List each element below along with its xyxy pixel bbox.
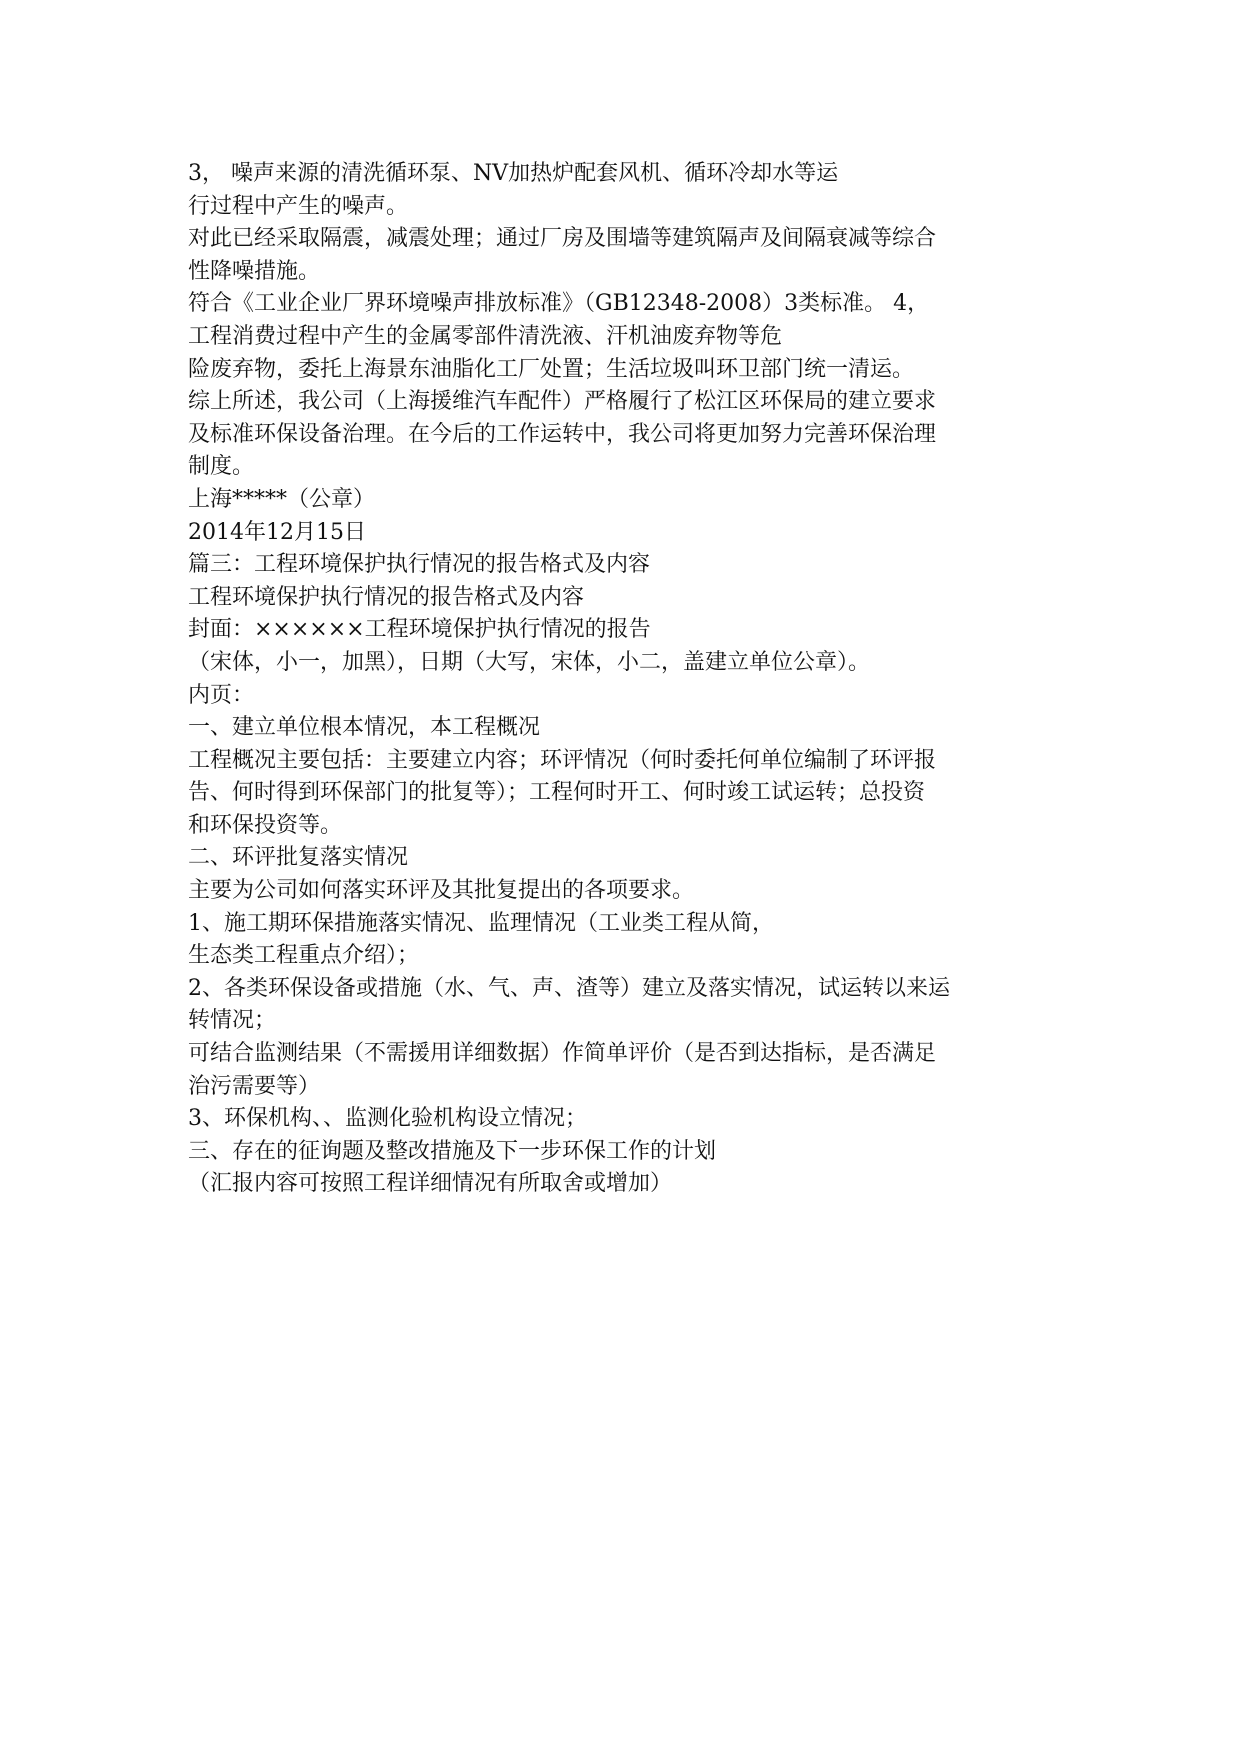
document-line: 生态类工程重点介绍）；: [188, 943, 420, 969]
document-line: 工程概况主要包括：主要建立内容；环评情况（何时委托何单位编制了环评报: [188, 747, 937, 773]
document-body: [188, 158, 1088, 1201]
document-line: （汇报内容可按照工程详细情况有所取舍或增加）: [188, 1171, 673, 1197]
document-line: 封面：××××××工程环境保护执行情况的报告: [188, 617, 651, 643]
document-line: 治污需要等）: [188, 1073, 321, 1099]
document-line: 2、各类环保设备或措施（水、气、声、渣等）建立及落实情况，试运转以来运: [188, 975, 950, 1001]
document-line: 一、建立单位根本情况，本工程概况: [188, 715, 541, 741]
document-line: 转情况；: [188, 1008, 277, 1034]
document-line: 内页：: [188, 682, 255, 708]
document-line: 综上所述，我公司（上海援维汽车配件）严格履行了松江区环保局的建立要求: [188, 389, 937, 415]
document-line: 对此已经采取隔震，减震处理；通过厂房及围墙等建筑隔声及间隔衰减等综合: [188, 226, 937, 252]
document-line: 险废弃物，委托上海景东油脂化工厂处置；生活垃圾叫环卫部门统一清运。: [188, 356, 915, 382]
document-line: 制度。: [188, 454, 255, 480]
document-line: 3， 噪声来源的清洗循环泵、NV加热炉配套风机、循环冷却水等运: [188, 161, 839, 186]
document-line: 行过程中产生的噪声。: [188, 193, 409, 219]
document-line: 3、环保机构、、监测化验机构设立情况；: [188, 1106, 587, 1132]
document-line: 2014年12月15日: [188, 519, 366, 545]
document-line: 性降噪措施。: [188, 258, 321, 284]
document-line: 主要为公司如何落实环评及其批复提出的各项要求。: [188, 878, 695, 904]
document-line: 篇三：工程环境保护执行情况的报告格式及内容: [188, 552, 651, 578]
document-line: 上海*****（公章）: [188, 486, 376, 512]
document-line: 二、环评批复落实情况: [188, 845, 409, 871]
document-line: 工程消费过程中产生的金属零部件清洗液、汗机油废弃物等危: [188, 323, 783, 349]
document-line: 可结合监测结果（不需援用详细数据）作简单评价（是否到达指标，是否满足: [188, 1041, 937, 1067]
document-line: 和环保投资等。: [188, 812, 343, 838]
document-line: 工程环境保护执行情况的报告格式及内容: [188, 584, 585, 610]
document-line: 符合《工业企业厂界环境噪声排放标准》（GB12348-2008）3类标准。 4，: [188, 291, 930, 317]
document-line: （宋体，小一，加黑），日期（大写，宋体，小二，盖建立单位公章）。: [188, 649, 871, 675]
document-line: 1、施工期环保措施落实情况、监理情况（工业类工程从简，: [188, 910, 774, 936]
document-line: 三、存在的征询题及整改措施及下一步环保工作的计划: [188, 1138, 717, 1164]
document-line: 及标准环保设备治理。在今后的工作运转中，我公司将更加努力完善环保治理: [188, 421, 937, 447]
document-line: 告、何时得到环保部门的批复等）；工程何时开工、何时竣工试运转；总投资: [188, 780, 926, 806]
